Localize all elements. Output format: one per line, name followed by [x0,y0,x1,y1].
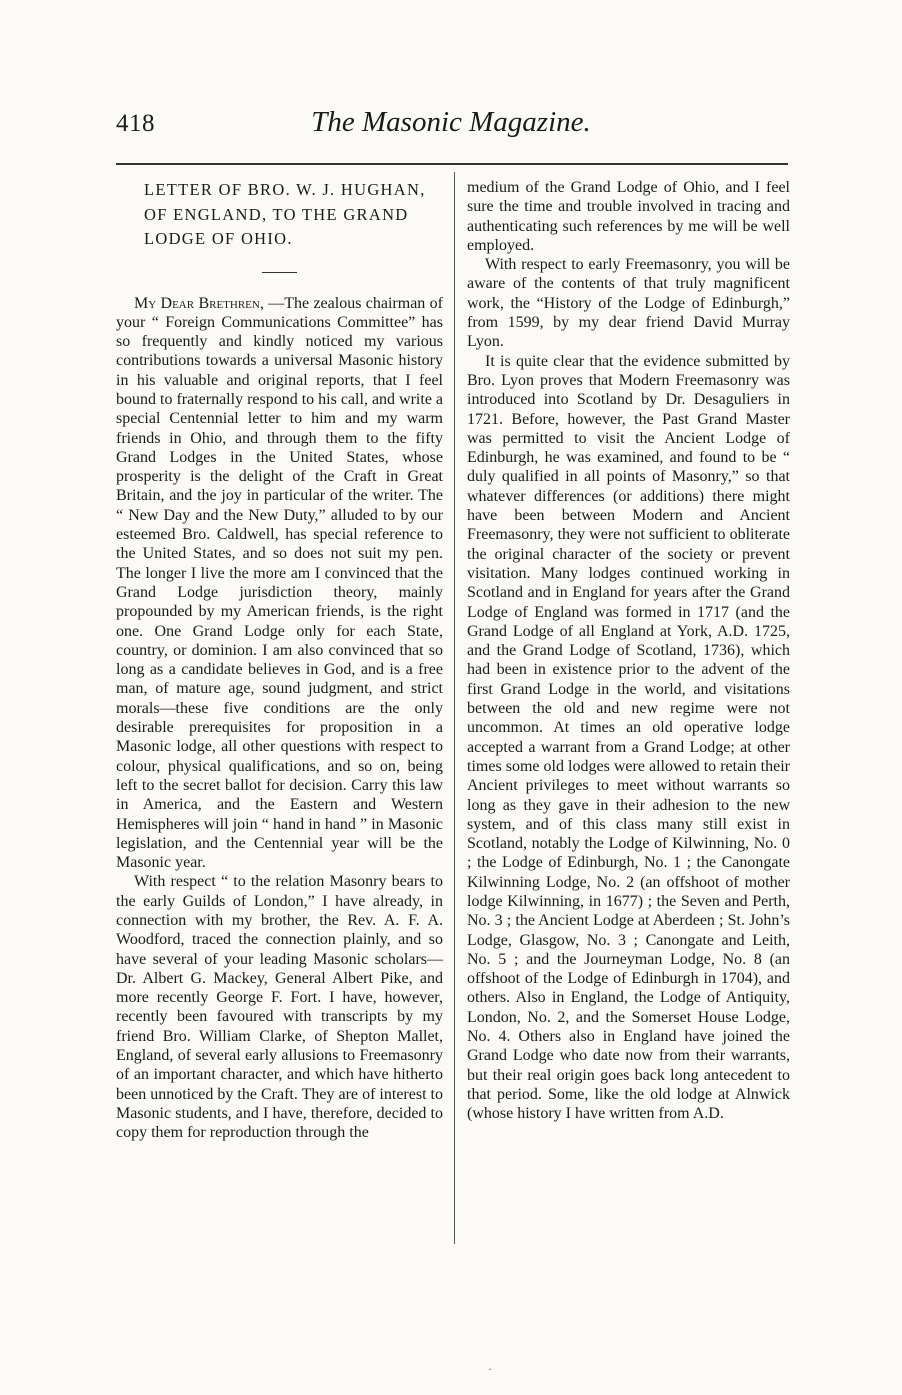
left-column [116,178,443,1143]
paragraph-continued: medium of the Grand Lodge of Ohio, and I feel sure the time and trouble involved in tracing and authenticating such references by me will be well employed. [467,179,790,254]
paragraph: With respect to early Freemasonry, you will be aware of the contents of that truly magnificent work, the “History of the Lodge of Edinburgh,” from 1599, by my dear friend David Murray Lyon. [467,256,790,351]
paragraph-opening [116,294,443,873]
paragraph-text: —The zealous chairman of your “ Foreign Communications Committee” has so frequently and kindly noticed my various contributions towards a universal Masonic history in his valuable and original reports, that I feel bound to fraternally respond to his call, and write a special Centennial letter to him and my warm friends in Ohio, and through them to the fifty Grand Lodges in the United States, whose prosperity is the delight of the Craft in Great Britain, and the joy in particular of the writer. The “ New Day and the New Duty,” alluded to by our esteemed Bro. Caldwell, has special reference to the United States, and so does not suit my pen. The longer I live the more am I convinced that the Grand Lodge jurisdiction theory, mainly propounded by my American friends, is the right one. One Grand Lodge only for each State, country, or dominion. I am also convinced that so long as a candidate believes in God, and is a free man, of mature age, sound judgment, and strict morals—these five conditions are the only desirable prerequisites for proposition in a Masonic lodge, all other questions with respect to colour, physical qualifications, and so on, being left to the secret ballot for decision. Carry this law in America, and the Eastern and Western Hemispheres will join “ hand in hand ” in Masonic legislation, and the Centennial year will be the Masonic year. [116,294,444,872]
page-header [0,0,902,160]
column-divider [454,172,455,1244]
right-column [467,178,790,1124]
running-title: The Masonic Magazine. [311,106,591,138]
paragraph: It is quite clear that the evidence submitted by Bro. Lyon proves that Modern Freemasonry was introduced into Scotland by Dr. Desaguliers in 1721. Before, however, the Past Grand Master was permitted to visit the Ancient Lodge of Edinburgh, he was examined, and found to be “ duly qualified in all points of Masonry,” so that whatever differences (or additions) there might have been between Modern and Ancient Freemasonry, they were not sufficient to obliterate the original character of the society or prevent visitation. Many lodges continued working in Scotland and in England for years after the Grand Lodge of England was formed in 1717 (and the Grand Lodge of all England at York, A.D. 1725, and the Grand Lodge of Scotland, 1736), which had been in existence prior to the advent of the first Grand Lodge in the world, and visitations between the old and new regime were not uncommon. At times an old operative lodge accepted a warrant from a Grand Lodge; at other times some old lodges were allowed to retain their Ancient privileges to meet without warrants so long as they gave in their adhesion to the new system, and of this class many still exist in Scotland, notably the Lodge of Kilwinning, No. 0 ; the Lodge of Edinburgh, No. 1 ; the Canongate Kilwinning Lodge, No. 2 (an offshoot of mother lodge Kilwinning, in 1677) ; the Seven and Perth, No. 3 ; the Ancient Lodge at Aberdeen ; St. John’s Lodge, Glasgow, No. 3 ; Canongate and Leith, No. 5 ; and the Journeyman Lodge, No. 8 (an offshoot of the Lodge of Edinburgh in 1704), and others. Also in England, the Lodge of Antiquity, London, No. 2, and the Somerset House Lodge, No. 4. Others also in England have joined the Grand Lodge who date now from their warrants, but their real origin goes back long antecedent to that period. Some, like the old lodge at Alnwick (whose history I have written from A.D. [467,352,790,1123]
page-mark: · [488,1362,492,1376]
header-rule [116,163,788,165]
salutation: My Dear Brethren, [134,294,264,312]
page-number: 418 [116,110,155,137]
paragraph: With respect “ to the relation Masonry bears to the early Guilds of London,” I have already, in connection with my brother, the Rev. A. F. A. Woodford, traced the connection plainly, and so have several of your leading Masonic scholars—Dr. Albert G. Mackey, General Albert Pike, and more recently George F. Fort. I have, however, recently been favoured with transcripts by my friend Bro. William Clarke, of Shepton Mallet, England, of several early allusions to Freemasonry of an important character, and which have hitherto been unnoticed by the Craft. They are of interest to Masonic students, and I have, therefore, decided to copy them for reproduction through the [116,873,443,1142]
title-rule [262,272,297,273]
article-title: LETTER OF BRO. W. J. HUGHAN, OF ENGLAND, TO THE GRAND LODGE OF OHIO. [144,180,426,248]
